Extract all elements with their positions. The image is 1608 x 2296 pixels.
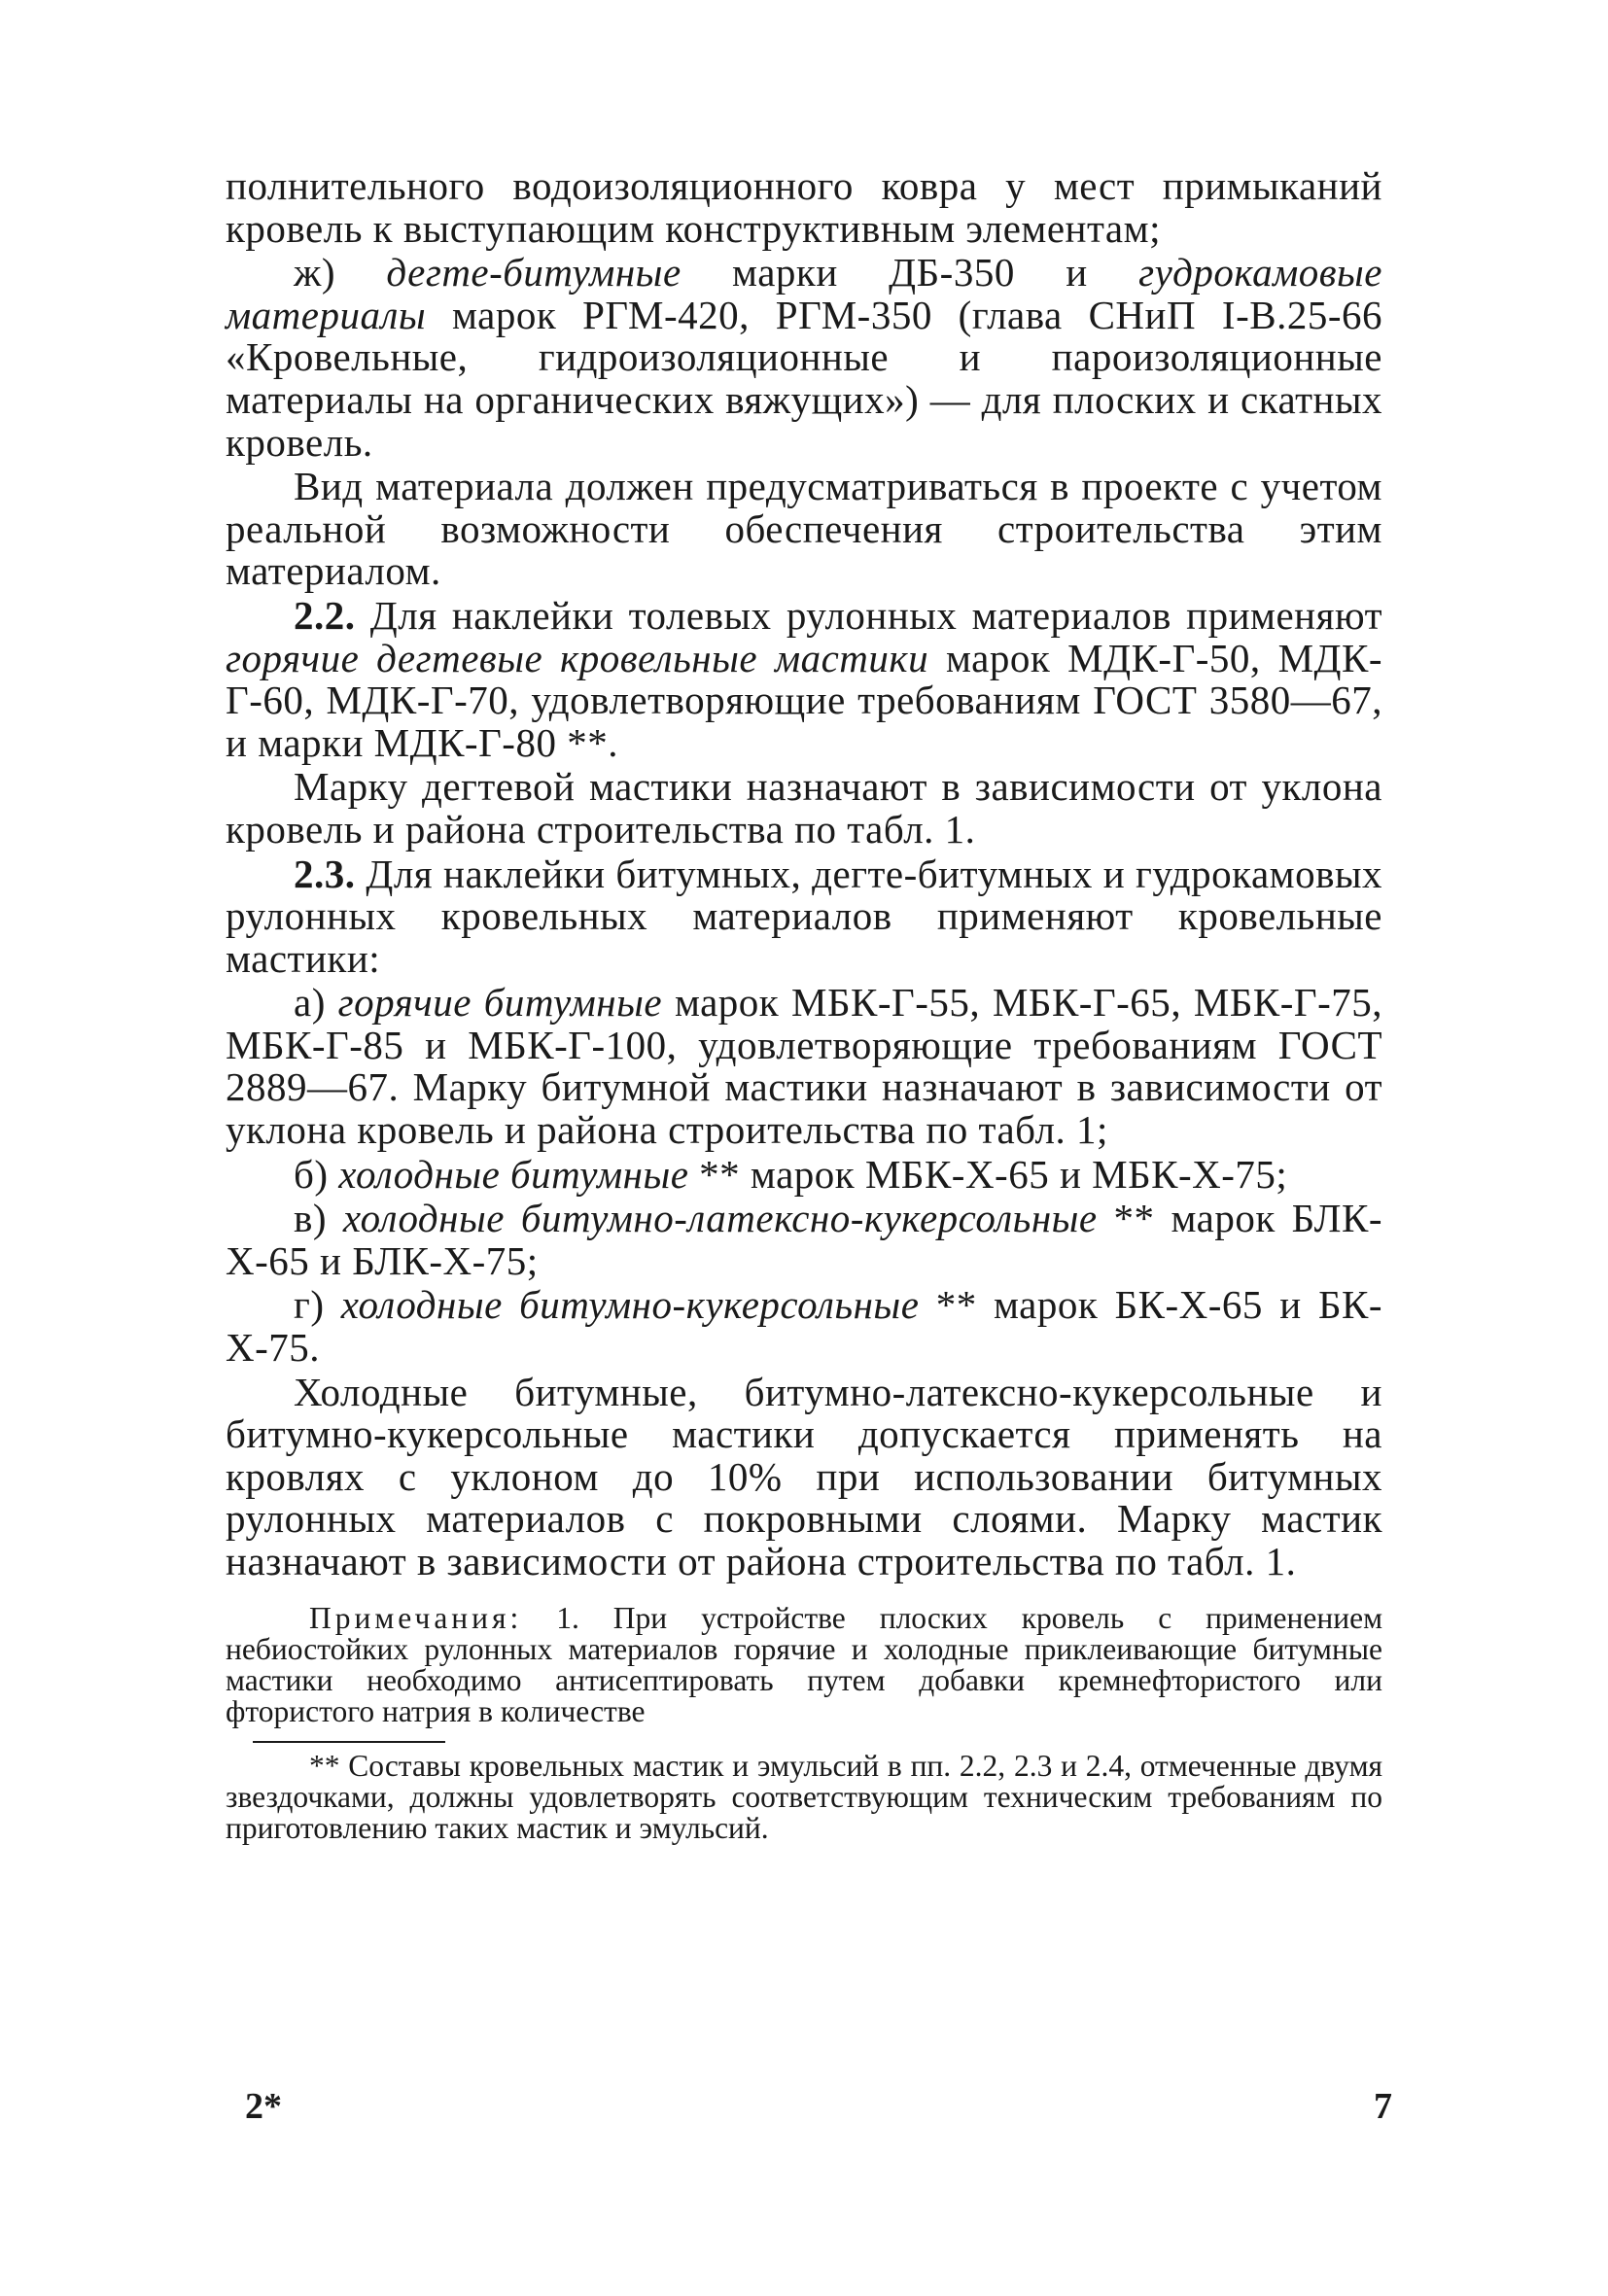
section-number: 2.2. [294,592,356,638]
footnote-section [226,1748,1382,1845]
text: Вид материала должен предусматриваться в проекте с учетом реальной возможности обеспечения строительства этим материалом. [226,464,1382,594]
italic-term: холодные битумно-латексно-кукерсольные [342,1196,1098,1241]
text: Для наклейки битумных, дегте-битумных и гудрокамовых рулонных кровельных материалов применяют кровельные мастики: [226,851,1382,981]
note-label: Примечания: [309,1600,523,1635]
text: ** марок БК-Х-65 и БК-Х-75. [226,1282,1382,1371]
section-2-2 [226,592,1382,765]
text: а) [294,980,338,1026]
paragraph-cold-mastics [226,1369,1382,1583]
page-content [226,165,1382,1844]
text: ж) [294,250,387,296]
text: марок МДК-Г-50, МДК-Г-60, МДК-Г-70, удовлетворяющие требованиям ГОСТ 3580—67, и марки МДК-Г-80 **. [226,635,1382,765]
text: б) [294,1151,339,1197]
page-number: 7 [1374,2086,1392,2127]
notes-section [226,1600,1382,1728]
text: Холодные битумные, битумно-латексно-кукерсольные и битумно-кукерсольные мастики допускается применять на кровлях с уклоном до 10% при использовании битумных рулонных материалов с покровными слоями. Марку мастик назначают в зависимости от района строительства по табл. 1. [226,1369,1382,1583]
list-item-b [226,1151,1382,1197]
italic-term: холодные битумные [338,1151,689,1197]
text: Для наклейки толевых рулонных материалов применяют [355,592,1382,638]
note-paragraph [226,1600,1382,1728]
text: ** марок МБК-Х-65 и МБК-Х-75; [688,1151,1288,1197]
paragraph-tar-mastic [226,766,1382,851]
main-text [226,165,1382,1583]
note-text: 1. При устройстве плоских кровель с применением небиостойких рулонных материалов горячие и холодные приклеивающие битумные мастики необходимо антисептировать путем добавки кремнефтористого или фтористого натрия в количестве [226,1600,1382,1728]
list-item-v [226,1198,1382,1282]
italic-term: горячие дегтевые кровельные мастики [226,635,929,680]
paragraph-material-choice [226,466,1382,593]
text: Марку дегтевой мастики назначают в зависимости от уклона кровель и района строительства по табл. 1. [226,764,1382,852]
section-2-3 [226,853,1382,981]
text: полнительного водоизоляционного ковра у мест примыканий кровель к выступающим конструктивным элементам; [226,163,1382,251]
text: марки ДБ-350 и [681,250,1139,296]
footnote-divider [253,1741,445,1743]
signature-mark: 2* [245,2086,282,2127]
list-item-g [226,1284,1382,1369]
text: марок РГМ-420, РГМ-350 (глава СНиП I-В.25-66 «Кровельные, гидроизоляционные и пароизоляционные материалы на органических вяжущих») — для плоских и скатных кровель. [226,292,1382,465]
list-item-zh [226,252,1382,464]
text: марок МБК-Г-55, МБК-Г-65, МБК-Г-75, МБК-Г-85 и МБК-Г-100, удовлетворяющие требованиям ГОСТ 2889—67. Марку битумной мастики назначают в зависимости от уклона кровель и района строительства по табл. 1; [226,980,1382,1153]
italic-term: дегте-битумные [386,250,682,296]
footnote-text: ** Составы кровельных мастик и эмульсий в пп. 2.2, 2.3 и 2.4, отмеченные двумя звездочками, должны удовлетворять соответствующим техническим требованиям по приготовлению таких мастик и эмульсий. [226,1748,1382,1845]
text: в) [294,1196,343,1241]
italic-term: горячие битумные [337,980,663,1026]
paragraph-continuation [226,165,1382,250]
italic-term: холодные битумно-кукерсольные [340,1282,920,1328]
footnote-paragraph [226,1748,1382,1845]
text: г) [294,1282,341,1328]
italic-term: гудрокамовые материалы [226,250,1382,337]
list-item-a [226,982,1382,1151]
text: ** марок БЛК-Х-65 и БЛК-Х-75; [226,1196,1382,1283]
section-number: 2.3. [294,851,356,896]
